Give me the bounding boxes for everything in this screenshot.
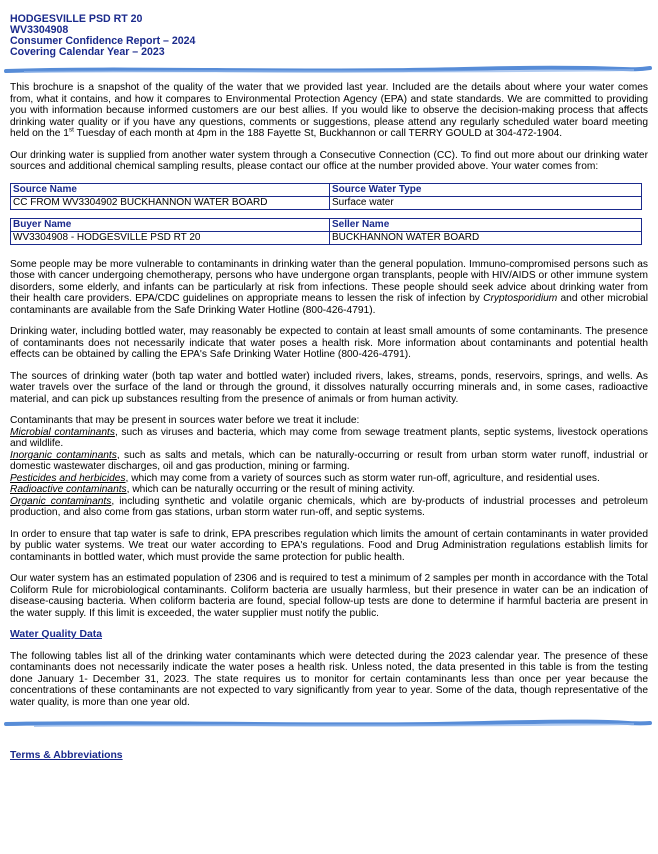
source-table [10,183,642,210]
source-type-cell: Surface water [330,196,642,209]
report-page [10,14,648,772]
buyer-name-header: Buyer Name [11,218,330,231]
pws-id: WV3304908 [10,24,69,36]
contaminants-list [10,415,648,519]
terms-heading: Terms & Abbreviations [10,750,123,761]
source-name-header: Source Name [11,183,330,196]
sources-paragraph: The sources of drinking water (both tap water and bottled water) included rivers, lakes, streams, ponds, reservoirs, springs, and wells. As water travels over the surface of the land or through the ground, it dissolves naturally occurring minerals and, in some cases, radioactive material, and can pick up substances resulting from the presence of animals or from human activity. [10,370,648,405]
covering-year: Covering Calendar Year – 2023 [10,46,165,58]
water-quality-paragraph: The following tables list all of the drinking water contaminants which were detected during the 2023 calendar year. The presence of these contaminants does not necessarily indicate the water poses a health risk. Unless noted, the data presented in this table is from the testing done January 1- December 31, 2023. The state requires us to monitor for certain contaminants less than once per year because the concentrations of these contaminants are not expected to vary significantly from year to year. Some of the data, though representative of the water quality, is more than one year old. [10,650,648,708]
seller-name-cell: BUCKHANNON WATER BOARD [330,231,642,244]
vulnerable-paragraph: Some people may be more vulnerable to contaminants in drinking water than the general population. Immuno-compromised persons such as those with cancer undergoing chemotherapy, persons who have undergone organ transplants, people with HIV/AIDS or other immune system disorders, some elderly, and infants can be particularly at risk from infections. These people should seek advice about drinking water from their health care providers. EPA/CDC guidelines on appropriate means to lessen the risk of infection by Cryptosporidium and other microbial contaminants are available from the Safe Drinking Water Hotline (800-426-4791). [10,258,648,316]
list-item: Organic contaminants, including synthetic and volatile organic chemicals, which are by-products of industrial processes and petroleum production, and also come from gas stations, urban storm water run-off, and septic systems. [10,495,648,518]
seller-name-header: Seller Name [330,218,642,231]
report-header [10,14,648,58]
table-row [11,196,642,209]
regulation-paragraph: In order to ensure that tap water is safe to drink, EPA prescribes regulation which limits the amount of certain contaminants in water provided by public water systems. We treat our water according to EPA's regulations. Food and Drug Administration regulations establish limits for contaminants in bottled water, which must provide the same protection for public health. [10,528,648,563]
buyer-seller-table [10,218,642,245]
list-item: Radioactive contaminants, which can be naturally occurring or the result of mining activity. [10,484,415,495]
buyer-name-cell: WV3304908 - HODGESVILLE PSD RT 20 [11,231,330,244]
brush-divider [10,718,648,728]
bottled-water-paragraph: Drinking water, including bottled water, may reasonably be expected to contain at least small amounts of some contaminants. The presence of contaminants does not necessarily indicate that water poses a health risk. More information about contaminants and potential health effects can be obtained by calling the EPA's Safe Drinking Water Hotline (800-426-4791). [10,326,648,360]
list-item: Pesticides and herbicides, which may come from a variety of sources such as storm water run-off, agriculture, and residential uses. [10,472,600,484]
report-title: Consumer Confidence Report – 2024 [10,35,196,47]
list-item: Inorganic contaminants, such as salts and metals, which can be naturally-occurring or result from urban storm water runoff, industrial or domestic wastewater discharges, oil and gas production, mining or farming. [10,449,648,472]
system-name: HODGESVILLE PSD RT 20 [10,13,143,25]
contaminants-intro: Contaminants that may be present in sources water before we treat it include: [10,415,360,426]
source-paragraph: Our drinking water is supplied from another water system through a Consecutive Connection (CC). To find out more about our drinking water sources and additional chemical sampling results, please contact our office at the number provided above. Your water comes from: [10,149,648,172]
population-paragraph: Our water system has an estimated population of 2306 and is required to test a minimum of 2 samples per month in accordance with the Total Coliform Rule for microbiological contaminants. Coliform bacteria are usually harmless, but their presence in water can be an indication of disease-causing bacteria. When coliform bacteria are found, special follow-up tests are done to determine if harmful bacteria are present in the water supply. If this limit is exceeded, the water supplier must notify the public. [10,573,648,619]
source-type-header: Source Water Type [330,183,642,196]
source-name-cell: CC FROM WV3304902 BUCKHANNON WATER BOARD [11,196,330,209]
list-item: Microbial contaminants, such as viruses and bacteria, which may come from sewage treatment plants, septic systems, livestock operations and wildlife. [10,426,649,449]
table-row [11,231,642,244]
intro-paragraph: This brochure is a snapshot of the quality of the water that we provided last year. Included are the details about where your water comes from, what it contains, and how it compares to Environmental Protection Agency (EPA) and state standards. We are committed to providing you with information because informed customers are our best allies. If you would like to observe the decision-making process that affects drinking water quality or if you have any questions, comments or suggestions, please attend any regularly scheduled water board meeting held on the 1st Tuesday of each month at 4pm in the 188 Fayette St, Buckhannon or call TERRY GOULD at 304-472-1904. [10,82,648,139]
brush-divider [10,64,648,74]
water-quality-heading: Water Quality Data [10,629,102,640]
